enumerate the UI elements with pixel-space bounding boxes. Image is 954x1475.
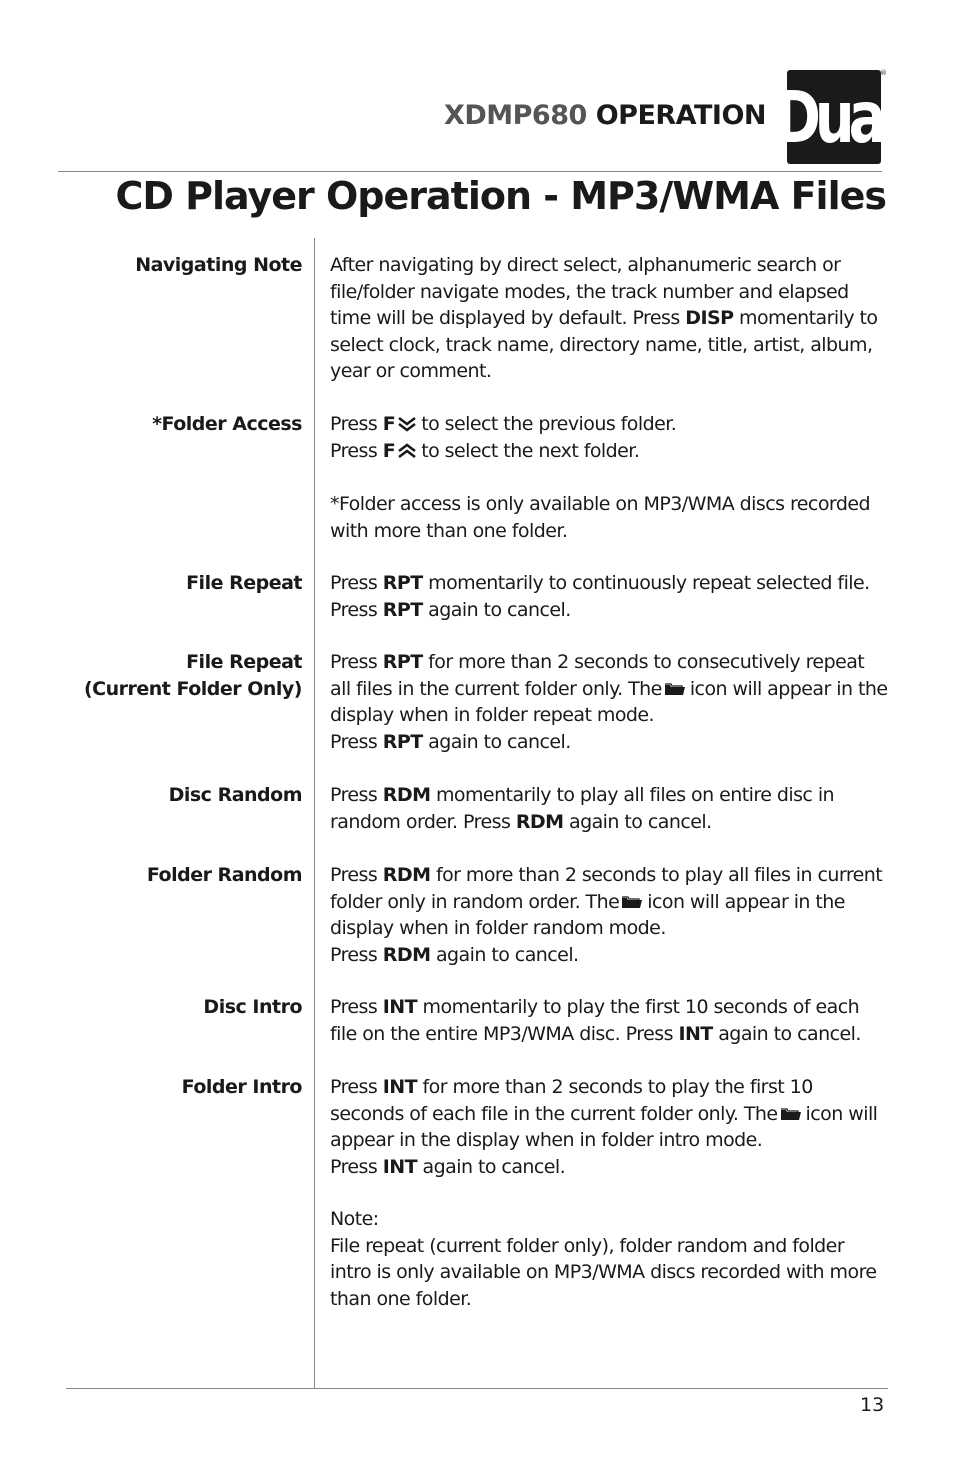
model-number: XDMP680 [444, 100, 587, 131]
text-disc-random: Press RDM momentarily to play all files on entire disc in random order. Press RDM again to cancel. [330, 784, 835, 833]
note-block [330, 1206, 890, 1312]
text-navigating-note: After navigating by direct select, alphanumeric search or file/folder navigate modes, the track number and elapsed time will be displayed by default. Press DISP momentarily to select clock, track name, directory name, title, artist, album, year or comment. [330, 254, 878, 382]
registered-mark: ® [880, 69, 887, 77]
double-chevron-down-icon [396, 416, 418, 432]
text-folder-access-note: *Folder access is only available on MP3/WMA discs recorded with more than one folder. [330, 493, 870, 542]
label-folder-intro: Folder Intro [181, 1076, 302, 1098]
text-file-repeat: Press RPT momentarily to continuously repeat selected file. Press RPT again to cancel. [330, 572, 870, 621]
label-folder-random: Folder Random [146, 864, 302, 886]
label-navigating-note: Navigating Note [135, 254, 302, 276]
key-disp: DISP [685, 307, 734, 329]
dual-logo [774, 70, 894, 164]
text-folder-access [330, 411, 890, 464]
page-number: 13 [860, 1394, 885, 1416]
column-divider [314, 238, 315, 1388]
text-folder-random: Press RDM for more than 2 seconds to play all files in current folder only in random order. The icon will appear in the display when in folder random mode. Press RDM again to cancel. [330, 864, 883, 966]
page-title: CD Player Operation - MP3/WMA Files [115, 174, 886, 218]
section-header [444, 100, 766, 131]
label-folder-access: *Folder Access [152, 413, 302, 435]
header-divider [58, 171, 882, 172]
folder-icon [780, 1107, 802, 1121]
note-heading: Note: [330, 1208, 379, 1230]
folder-prev-line: Press F to select the previous folder. [330, 413, 677, 435]
text-folder-intro: Press INT for more than 2 seconds to play the first 10 seconds of each file in the current folder only. The icon will appear in the display when in folder intro mode. Press INT again to cancel. [330, 1076, 878, 1178]
label-disc-random: Disc Random [168, 784, 302, 806]
folder-next-line: Press F to select the next folder. [330, 439, 640, 462]
logo-text: Dual [774, 75, 894, 159]
label-disc-intro: Disc Intro [203, 996, 302, 1018]
text-file-repeat-folder: Press RPT for more than 2 seconds to consecutively repeat all files in the current folder only. The icon will appear in the display when in folder repeat mode. Press RPT again to cancel. [330, 651, 888, 753]
footer-divider [66, 1388, 888, 1389]
double-chevron-up-icon [396, 443, 418, 459]
label-file-repeat: File Repeat [186, 572, 302, 594]
section-name: OPERATION [595, 100, 766, 131]
text-disc-intro: Press INT momentarily to play the first 10 seconds of each file on the entire MP3/WMA disc. Press INT again to cancel. [330, 996, 861, 1045]
folder-icon [621, 895, 643, 909]
folder-icon [664, 682, 686, 696]
note-text: File repeat (current folder only), folder random and folder intro is only available on MP3/WMA discs recorded with more than one folder. [330, 1234, 877, 1310]
label-file-repeat-folder: File Repeat (Current Folder Only) [83, 651, 302, 700]
